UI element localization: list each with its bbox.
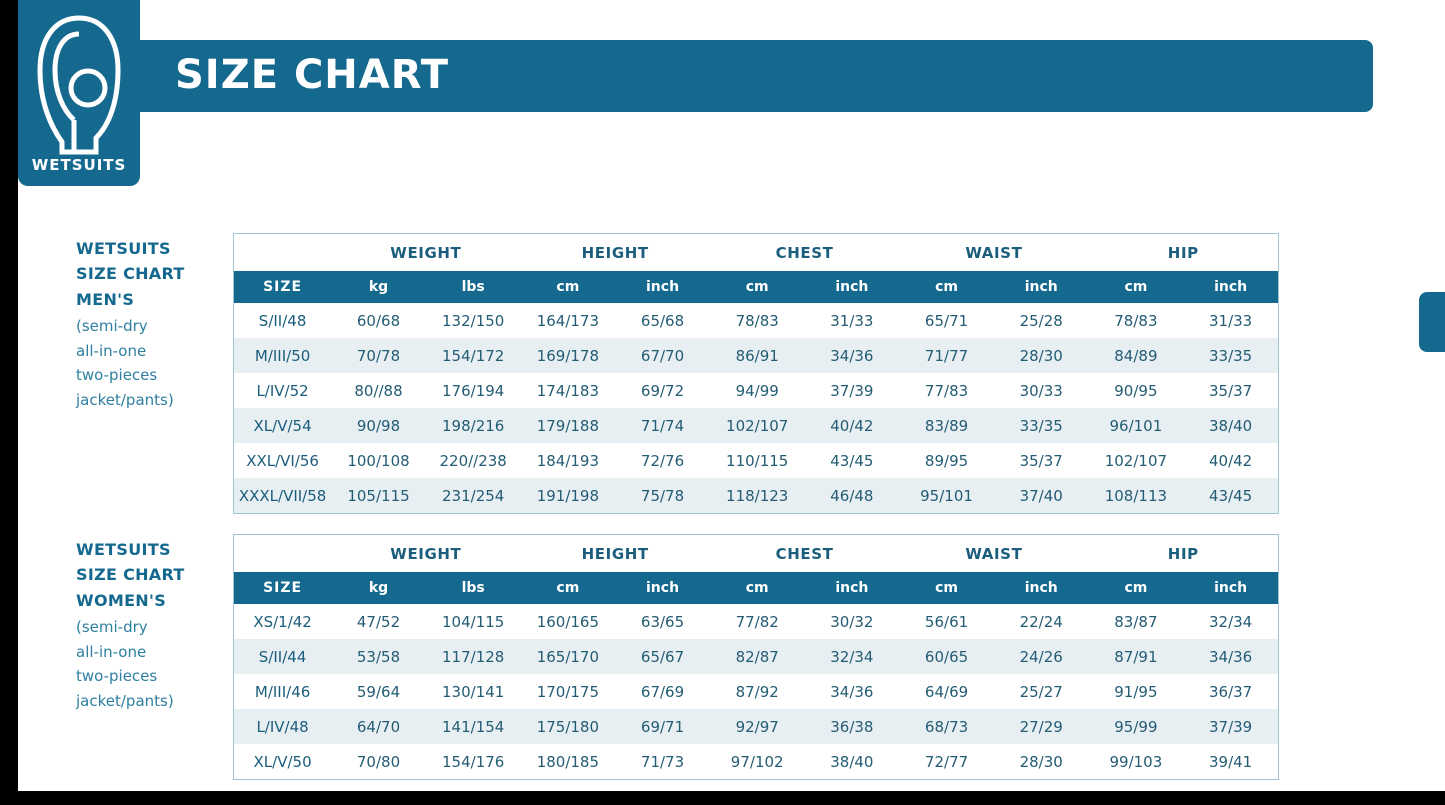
- measure-cell: 83/89: [899, 408, 994, 443]
- measure-cell: 39/41: [1208, 752, 1253, 771]
- caption-men-line2: SIZE CHART: [76, 264, 185, 284]
- size-table-women-body: [234, 604, 1278, 779]
- measure-cell: 30/32: [830, 612, 874, 631]
- measure-cell: 90/95: [1114, 381, 1158, 400]
- unit-header-cell: cm: [521, 271, 616, 303]
- unit-header-cell: SIZE: [234, 572, 331, 604]
- measure-cell: 65/67: [615, 639, 710, 674]
- measure-cell: 36/38: [805, 709, 900, 744]
- measure-cell: 94/99: [735, 381, 779, 400]
- unit-header-cell: cm: [899, 271, 994, 303]
- size-cell: XXXL/VII/58: [234, 478, 331, 513]
- group-header-row: [234, 234, 1278, 271]
- measure-cell: 34/36: [830, 682, 874, 701]
- size-cell: M/III/50: [234, 338, 331, 373]
- group-header-weight: WEIGHT: [331, 535, 520, 572]
- size-table-men-head: [234, 234, 1278, 303]
- caption-men-sub1: (semi-dry: [76, 316, 148, 335]
- unit-header-cell: inch: [615, 271, 710, 303]
- table-row: [234, 674, 1278, 709]
- measure-cell: 65/71: [924, 311, 969, 330]
- table-row: [234, 408, 1278, 443]
- table-row: [234, 303, 1278, 338]
- measure-cell: 68/73: [899, 709, 994, 744]
- size-cell: XS/1/42: [253, 612, 312, 631]
- group-header-hip: HIP: [1089, 234, 1278, 271]
- measure-cell: 87/92: [735, 682, 779, 701]
- page-edge-tab: [1419, 292, 1445, 352]
- measure-cell: 28/30: [994, 338, 1089, 373]
- measure-cell: 86/91: [710, 338, 805, 373]
- measure-cell: 84/89: [1089, 338, 1184, 373]
- measure-cell: 43/45: [1183, 478, 1278, 513]
- table-row: [234, 478, 1278, 513]
- caption-men-sub2: all-in-one: [76, 341, 147, 360]
- measure-cell: 38/40: [830, 752, 874, 771]
- brand-logo: [18, 0, 140, 186]
- measure-cell: 28/30: [1019, 752, 1063, 771]
- size-table-men-grid: [234, 234, 1278, 513]
- measure-cell: 71/74: [615, 408, 710, 443]
- measure-cell: 32/34: [805, 639, 900, 674]
- size-cell: L/IV/48: [234, 709, 331, 744]
- group-header-waist: WAIST: [899, 234, 1088, 271]
- measure-cell: 24/26: [994, 639, 1089, 674]
- measure-cell: 175/180: [521, 709, 616, 744]
- measure-cell: 117/128: [426, 639, 521, 674]
- unit-header-cell: inch: [994, 572, 1089, 604]
- size-table-women-head: [234, 535, 1278, 604]
- measure-cell: 179/188: [521, 408, 616, 443]
- measure-cell: 80//88: [354, 381, 403, 400]
- unit-header-cell: SIZE: [234, 271, 331, 303]
- unit-header-cell: inch: [1183, 271, 1278, 303]
- measure-cell: 37/40: [994, 478, 1089, 513]
- table-row: [234, 604, 1278, 639]
- measure-cell: 95/99: [1089, 709, 1184, 744]
- measure-cell: 102/107: [1104, 451, 1168, 470]
- measure-cell: 95/101: [899, 478, 994, 513]
- measure-cell: 176/194: [442, 381, 505, 400]
- unit-header-cell: kg: [331, 271, 426, 303]
- page-title: SIZE CHART: [175, 52, 450, 98]
- measure-cell: 82/87: [710, 639, 805, 674]
- measure-cell: 71/77: [899, 338, 994, 373]
- unit-header-cell: inch: [1183, 572, 1278, 604]
- measure-cell: 25/28: [1019, 311, 1063, 330]
- measure-cell: 198/216: [426, 408, 521, 443]
- measure-cell: 69/72: [640, 381, 685, 400]
- measure-cell: 53/58: [331, 639, 426, 674]
- measure-cell: 99/103: [1109, 752, 1163, 771]
- caption-women: [76, 537, 256, 714]
- measure-cell: 83/87: [1114, 612, 1158, 631]
- measure-cell: 75/78: [615, 478, 710, 513]
- measure-cell: 22/24: [1019, 612, 1063, 631]
- measure-cell: 72/77: [924, 752, 969, 771]
- caption-men-line1: WETSUITS: [76, 239, 171, 258]
- measure-cell: 91/95: [1114, 682, 1158, 701]
- measure-cell: 65/68: [640, 311, 685, 330]
- size-cell: L/IV/52: [256, 381, 309, 400]
- measure-cell: 31/33: [830, 311, 874, 330]
- caption-women-sub4: jacket/pants): [76, 692, 174, 711]
- unit-header-cell: lbs: [426, 572, 521, 604]
- measure-cell: 154/176: [442, 752, 505, 771]
- size-table-women-grid: [234, 535, 1278, 779]
- measure-cell: 100/108: [347, 451, 410, 470]
- group-header-chest: CHEST: [710, 234, 899, 271]
- measure-cell: 132/150: [442, 311, 505, 330]
- measure-cell: 105/115: [331, 478, 426, 513]
- size-cell: M/III/46: [254, 682, 311, 701]
- measure-cell: 60/65: [899, 639, 994, 674]
- group-header-blank: [234, 234, 331, 271]
- group-header-row: [234, 535, 1278, 572]
- caption-women-line3: WOMEN'S: [76, 590, 167, 610]
- measure-cell: 184/193: [536, 451, 600, 470]
- caption-men-sub3: two-pieces: [76, 366, 158, 385]
- measure-cell: 25/27: [1019, 682, 1063, 701]
- unit-header-row: [234, 572, 1278, 604]
- unit-header-cell: cm: [521, 572, 616, 604]
- brand-logo-label: WETSUITS: [31, 156, 127, 174]
- measure-cell: 108/113: [1089, 478, 1184, 513]
- size-cell: XXL/VI/56: [246, 451, 319, 470]
- measure-cell: 160/165: [536, 612, 600, 631]
- size-table-men-body: [234, 303, 1278, 513]
- measure-cell: 36/37: [1208, 682, 1253, 701]
- measure-cell: 70/80: [356, 752, 401, 771]
- measure-cell: 35/37: [1019, 451, 1063, 470]
- measure-cell: 102/107: [710, 408, 805, 443]
- measure-cell: 64/69: [924, 682, 969, 701]
- measure-cell: 130/141: [442, 682, 505, 701]
- unit-header-cell: cm: [1089, 271, 1184, 303]
- caption-men-sub4: jacket/pants): [76, 391, 174, 410]
- measure-cell: 165/170: [521, 639, 616, 674]
- measure-cell: 33/35: [994, 408, 1089, 443]
- unit-header-cell: inch: [805, 572, 900, 604]
- unit-header-cell: cm: [710, 271, 805, 303]
- measure-cell: 141/154: [426, 709, 521, 744]
- size-cell: XL/V/50: [253, 752, 312, 771]
- group-header-blank: [234, 535, 331, 572]
- group-header-chest: CHEST: [710, 535, 899, 572]
- measure-cell: 97/102: [730, 752, 784, 771]
- measure-cell: 60/68: [356, 311, 401, 330]
- measure-cell: 71/73: [640, 752, 685, 771]
- measure-cell: 67/70: [615, 338, 710, 373]
- measure-cell: 63/65: [640, 612, 685, 631]
- measure-cell: 72/76: [640, 451, 685, 470]
- size-cell: S/II/44: [234, 639, 331, 674]
- measure-cell: 77/82: [735, 612, 779, 631]
- unit-header-cell: inch: [615, 572, 710, 604]
- measure-cell: 78/83: [735, 311, 779, 330]
- caption-women-sub2: all-in-one: [76, 642, 147, 661]
- unit-header-cell: cm: [1089, 572, 1184, 604]
- measure-cell: 180/185: [536, 752, 600, 771]
- measure-cell: 43/45: [830, 451, 874, 470]
- measure-cell: 154/172: [426, 338, 521, 373]
- measure-cell: 27/29: [994, 709, 1089, 744]
- table-row: [234, 639, 1278, 674]
- measure-cell: 77/83: [924, 381, 969, 400]
- measure-cell: 37/39: [830, 381, 874, 400]
- unit-header-cell: inch: [805, 271, 900, 303]
- size-cell: XL/V/54: [234, 408, 331, 443]
- size-table-women: [233, 534, 1279, 780]
- caption-women-line2: SIZE CHART: [76, 565, 185, 585]
- measure-cell: 64/70: [331, 709, 426, 744]
- unit-header-cell: kg: [331, 572, 426, 604]
- measure-cell: 78/83: [1114, 311, 1158, 330]
- table-row: [234, 443, 1278, 478]
- table-row: [234, 373, 1278, 408]
- measure-cell: 67/69: [640, 682, 685, 701]
- measure-cell: 47/52: [356, 612, 401, 631]
- measure-cell: 170/175: [536, 682, 600, 701]
- measure-cell: 46/48: [805, 478, 900, 513]
- table-row: [234, 744, 1278, 779]
- unit-header-row: [234, 271, 1278, 303]
- measure-cell: 34/36: [1183, 639, 1278, 674]
- measure-cell: 164/173: [536, 311, 600, 330]
- group-header-height: HEIGHT: [521, 234, 710, 271]
- measure-cell: 169/178: [521, 338, 616, 373]
- size-table-men: [233, 233, 1279, 514]
- measure-cell: 220//238: [439, 451, 507, 470]
- table-row: [234, 709, 1278, 744]
- measure-cell: 118/123: [710, 478, 805, 513]
- group-header-weight: WEIGHT: [331, 234, 520, 271]
- measure-cell: 89/95: [924, 451, 969, 470]
- size-cell: S/II/48: [258, 311, 307, 330]
- measure-cell: 30/33: [1019, 381, 1063, 400]
- group-header-height: HEIGHT: [521, 535, 710, 572]
- measure-cell: 40/42: [805, 408, 900, 443]
- unit-header-cell: cm: [899, 572, 994, 604]
- measure-cell: 40/42: [1208, 451, 1253, 470]
- measure-cell: 70/78: [331, 338, 426, 373]
- measure-cell: 37/39: [1183, 709, 1278, 744]
- measure-cell: 90/98: [331, 408, 426, 443]
- measure-cell: 110/115: [726, 451, 789, 470]
- measure-cell: 96/101: [1089, 408, 1184, 443]
- group-header-hip: HIP: [1089, 535, 1278, 572]
- caption-women-sub1: (semi-dry: [76, 617, 148, 636]
- unit-header-cell: inch: [994, 271, 1089, 303]
- measure-cell: 59/64: [356, 682, 401, 701]
- measure-cell: 69/71: [615, 709, 710, 744]
- table-row: [234, 338, 1278, 373]
- measure-cell: 38/40: [1183, 408, 1278, 443]
- frame-bar-bottom: [0, 791, 1445, 805]
- measure-cell: 31/33: [1208, 311, 1253, 330]
- measure-cell: 92/97: [710, 709, 805, 744]
- caption-women-sub3: two-pieces: [76, 667, 158, 686]
- measure-cell: 87/91: [1089, 639, 1184, 674]
- unit-header-cell: cm: [710, 572, 805, 604]
- measure-cell: 32/34: [1208, 612, 1253, 631]
- measure-cell: 35/37: [1208, 381, 1253, 400]
- caption-men: [76, 236, 256, 413]
- group-header-waist: WAIST: [899, 535, 1088, 572]
- frame-bar-left: [0, 0, 18, 805]
- caption-women-line1: WETSUITS: [76, 540, 171, 559]
- measure-cell: 104/115: [442, 612, 505, 631]
- measure-cell: 56/61: [924, 612, 969, 631]
- measure-cell: 34/36: [805, 338, 900, 373]
- measure-cell: 33/35: [1183, 338, 1278, 373]
- measure-cell: 174/183: [536, 381, 600, 400]
- caption-men-line3: MEN'S: [76, 289, 135, 309]
- measure-cell: 231/254: [426, 478, 521, 513]
- unit-header-cell: lbs: [426, 271, 521, 303]
- measure-cell: 191/198: [521, 478, 616, 513]
